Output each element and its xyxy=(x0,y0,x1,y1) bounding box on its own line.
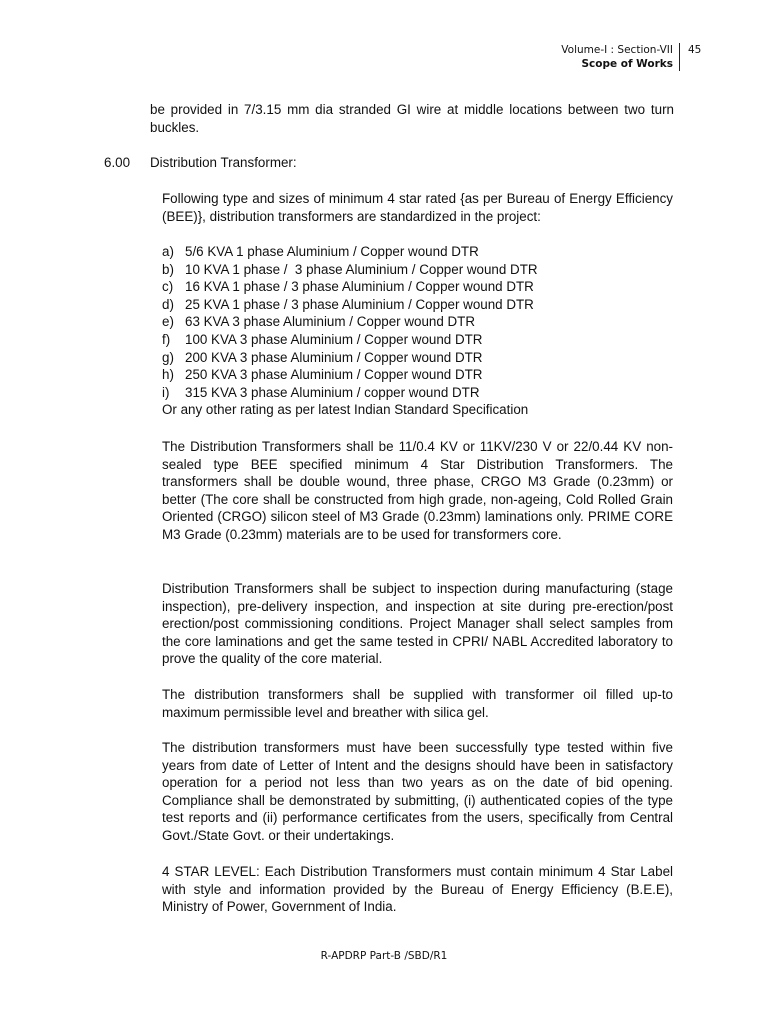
list-item-text: 25 KVA 1 phase / 3 phase Aluminium / Copper wound DTR xyxy=(185,296,534,312)
page-number: 45 xyxy=(688,44,702,56)
list-item-label: b) xyxy=(162,261,174,277)
list-item-text: 16 KVA 1 phase / 3 phase Aluminium / Copper wound DTR xyxy=(185,279,534,295)
list-item-text: 200 KVA 3 phase Aluminium / Copper wound DTR xyxy=(185,349,483,365)
list-item-text: 315 KVA 3 phase Aluminium / copper wound DTR xyxy=(185,384,480,400)
paragraph-inspection: Distribution Transformers shall be subject to inspection during manufacturing (stage inspection), pre-delivery inspection, and inspection at site during pre-erection/post erection/post commissioning conditions. Project Manager shall select samples from the core laminations and get the same tested in CPRI/ NABL Accredited laboratory to prove the quality of the core material. xyxy=(162,581,673,667)
list-item xyxy=(162,278,692,296)
list-item-text: 5/6 KVA 1 phase Aluminium / Copper wound DTR xyxy=(185,244,479,259)
list-item-text: 250 KVA 3 phase Aluminium / Copper wound DTR xyxy=(185,367,483,383)
list-item-text: 10 KVA 1 phase / 3 phase Aluminium / Copper wound DTR xyxy=(185,261,538,277)
list-item xyxy=(162,366,692,384)
list-item xyxy=(162,349,692,367)
page-header xyxy=(561,43,680,71)
list-item-label: d) xyxy=(162,296,174,312)
list-item-label: i) xyxy=(162,384,170,400)
list-item-label: c) xyxy=(162,279,174,295)
paragraph-specification: The Distribution Transformers shall be 11/0.4 KV or 11KV/230 V or 22/0.44 KV non-sealed type BEE specified minimum 4 Star Distribution Transformers. The transformers shall be double wound, three phase, CRGO M3 Grade (0.23mm) or better (The core shall be constructed from high grade, non-ageing, Cold Rolled Grain Oriented (CRGO) silicon steel of M3 Grade (0.23mm) laminations only. PRIME CORE M3 Grade (0.23mm) materials are to be used for transformers core. xyxy=(162,439,673,542)
paragraph-star-level: 4 STAR LEVEL: Each Distribution Transformers must contain minimum 4 Star Label with style and information provided by the Bureau of Energy Efficiency (B.E.E), Ministry of Power, Government of India. xyxy=(162,864,673,915)
list-item xyxy=(162,384,692,402)
list-tail: Or any other rating as per latest Indian Standard Specification xyxy=(162,402,529,418)
transformer-list xyxy=(162,243,692,419)
header-title: Scope of Works xyxy=(581,58,673,70)
list-item xyxy=(162,243,692,261)
list-item-label: h) xyxy=(162,367,174,383)
list-item xyxy=(162,331,692,349)
list-item-label: f) xyxy=(162,331,171,347)
list-item xyxy=(162,261,692,279)
paragraph-type-test: The distribution transformers must have been successfully type tested within five years from date of Letter of Intent and the designs should have been in satisfactory operation for a period not less than two years as on the date of bid opening. Compliance shall be demonstrated by submitting, (i) authenticated copies of the type test reports and (ii) performance certificates from the users, specifically from Central Govt./State Govt. or their undertakings. xyxy=(162,740,673,843)
list-item-label: e) xyxy=(162,314,174,330)
intro-continuation: be provided in 7/3.15 mm dia stranded GI wire at middle locations between two turn buckles. xyxy=(150,102,674,135)
section-number: 6.00 xyxy=(104,155,131,170)
paragraph-oil: The distribution transformers shall be supplied with transformer oil filled up-to maximum permissible level and breather with silica gel. xyxy=(162,687,673,720)
section-title: Distribution Transformer: xyxy=(150,155,297,170)
page-footer: R-APDRP Part-B /SBD/R1 xyxy=(320,950,448,962)
list-item-text: 63 KVA 3 phase Aluminium / Copper wound DTR xyxy=(185,314,476,330)
header-volume: Volume-I : Section-VII xyxy=(561,44,673,56)
list-item-text: 100 KVA 3 phase Aluminium / Copper wound DTR xyxy=(185,331,483,347)
list-item xyxy=(162,313,692,331)
list-item-label: g) xyxy=(162,349,174,365)
list-item xyxy=(162,296,692,314)
list-item-label: a) xyxy=(162,244,174,259)
section-lead: Following type and sizes of minimum 4 star rated {as per Bureau of Energy Efficiency (BEE)}, distribution transformers are standardized in the project: xyxy=(162,191,673,224)
